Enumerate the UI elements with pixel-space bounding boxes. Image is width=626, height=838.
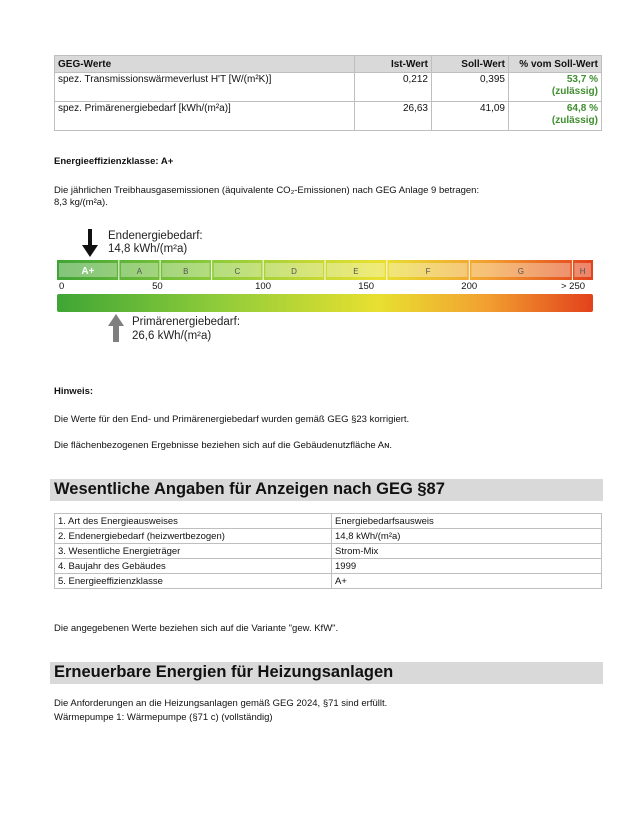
row-label: 1. Art des Energieausweises [55, 514, 332, 529]
row-value: 14,8 kWh/(m²a) [332, 529, 602, 544]
row-value: Strom-Mix [332, 544, 602, 559]
primary-energy-bar [57, 294, 593, 312]
angaben-table [54, 513, 602, 589]
renewables-line-2: Wärmepumpe 1: Wärmepumpe (§71 c) (vollständig) [54, 712, 273, 723]
row-label: 3. Wesentliche Energieträger [55, 544, 332, 559]
energy-class-bar [57, 260, 593, 280]
scale-tick-label: 50 [152, 281, 163, 292]
table-row [55, 574, 602, 589]
table-row [55, 559, 602, 574]
section-header-renewables [50, 662, 603, 684]
primary-energy-title: Primärenergiebedarf: [132, 316, 241, 328]
class-label: A [136, 267, 143, 276]
ist-value: 0,212 [355, 73, 432, 102]
primary-energy-arrow-icon [108, 314, 124, 342]
table-row [55, 529, 602, 544]
class-label: F [425, 267, 431, 276]
scale-tick-label: 0 [59, 281, 65, 292]
emissions-sentence: Die jährlichen Treibhausgasemissionen (äquivalente CO₂-Emissionen) nach GEG Anlage 9 betragen: [54, 185, 480, 196]
energy-scale [0, 0, 626, 360]
class-label: G [517, 267, 524, 276]
scale-tick-label: 100 [255, 281, 271, 292]
row-label: 2. Endenergiebedarf (heizwertbezogen) [55, 529, 332, 544]
section-header-geg87 [50, 479, 603, 501]
emissions-value: 8,3 kg/(m²a). [54, 197, 108, 208]
primary-energy-value: 26,6 kWh/(m²a) [132, 330, 212, 342]
end-energy-value: 14,8 kWh/(m²a) [108, 243, 188, 255]
variant-note: Die angegebenen Werte beziehen sich auf die Variante "gew. KfW". [54, 623, 339, 634]
row-label: 5. Energieeffizienzklasse [55, 574, 332, 589]
row-value: A+ [332, 574, 602, 589]
header-ist-wert: Ist-Wert [355, 56, 432, 73]
status-value: (zulässig) [551, 115, 598, 126]
percent-value: 53,7 % [566, 74, 598, 85]
class-label: B [183, 267, 189, 276]
class-label: A+ [81, 266, 95, 277]
scale-tick-label: 150 [358, 281, 375, 292]
soll-value: 0,395 [432, 73, 509, 102]
section-title: Wesentliche Angaben für Anzeigen nach GEG §87 [54, 480, 445, 498]
efficiency-class: Energieeffizienzklasse: A+ [54, 156, 174, 167]
class-label: D [291, 267, 297, 276]
section-title: Erneuerbare Energien für Heizungsanlagen [54, 663, 394, 681]
ist-value: 26,63 [355, 102, 432, 131]
row-label: spez. Transmissionswärmeverlust H'T [W/(m²K)] [55, 73, 355, 102]
hinweis-line-2: Die flächenbezogenen Ergebnisse beziehen sich auf die Gebäudenutzfläche Aɴ. [54, 440, 392, 451]
percent-value: 64,8 % [566, 103, 598, 114]
table-row [55, 514, 602, 529]
class-label: C [234, 267, 241, 276]
hinweis-line-1: Die Werte für den End- und Primärenergiebedarf wurden gemäß GEG §23 korrigiert. [54, 414, 410, 425]
hinweis-title: Hinweis: [54, 386, 94, 397]
end-energy-title: Endenergiebedarf: [108, 230, 203, 242]
soll-value: 41,09 [432, 102, 509, 131]
header-soll-wert: Soll-Wert [432, 56, 509, 73]
scale-tick-label: 200 [461, 281, 478, 292]
table-row [55, 544, 602, 559]
scale-tick-label: > 250 [561, 281, 586, 292]
renewables-line-1: Die Anforderungen an die Heizungsanlagen gemäß GEG 2024, §71 sind erfüllt. [54, 698, 388, 709]
header-percent: % vom Soll-Wert [509, 56, 602, 73]
row-value: Energiebedarfsausweis [332, 514, 602, 529]
row-value: 1999 [332, 559, 602, 574]
status-value: (zulässig) [551, 86, 598, 97]
row-label: spez. Primärenergiebedarf [kWh/(m²a)] [55, 102, 355, 131]
header-geg-werte: GEG-Werte [55, 56, 355, 73]
row-label: 4. Baujahr des Gebäudes [55, 559, 332, 574]
class-label: E [353, 267, 359, 276]
end-energy-arrow-icon [82, 229, 98, 257]
class-label: H [579, 267, 586, 276]
